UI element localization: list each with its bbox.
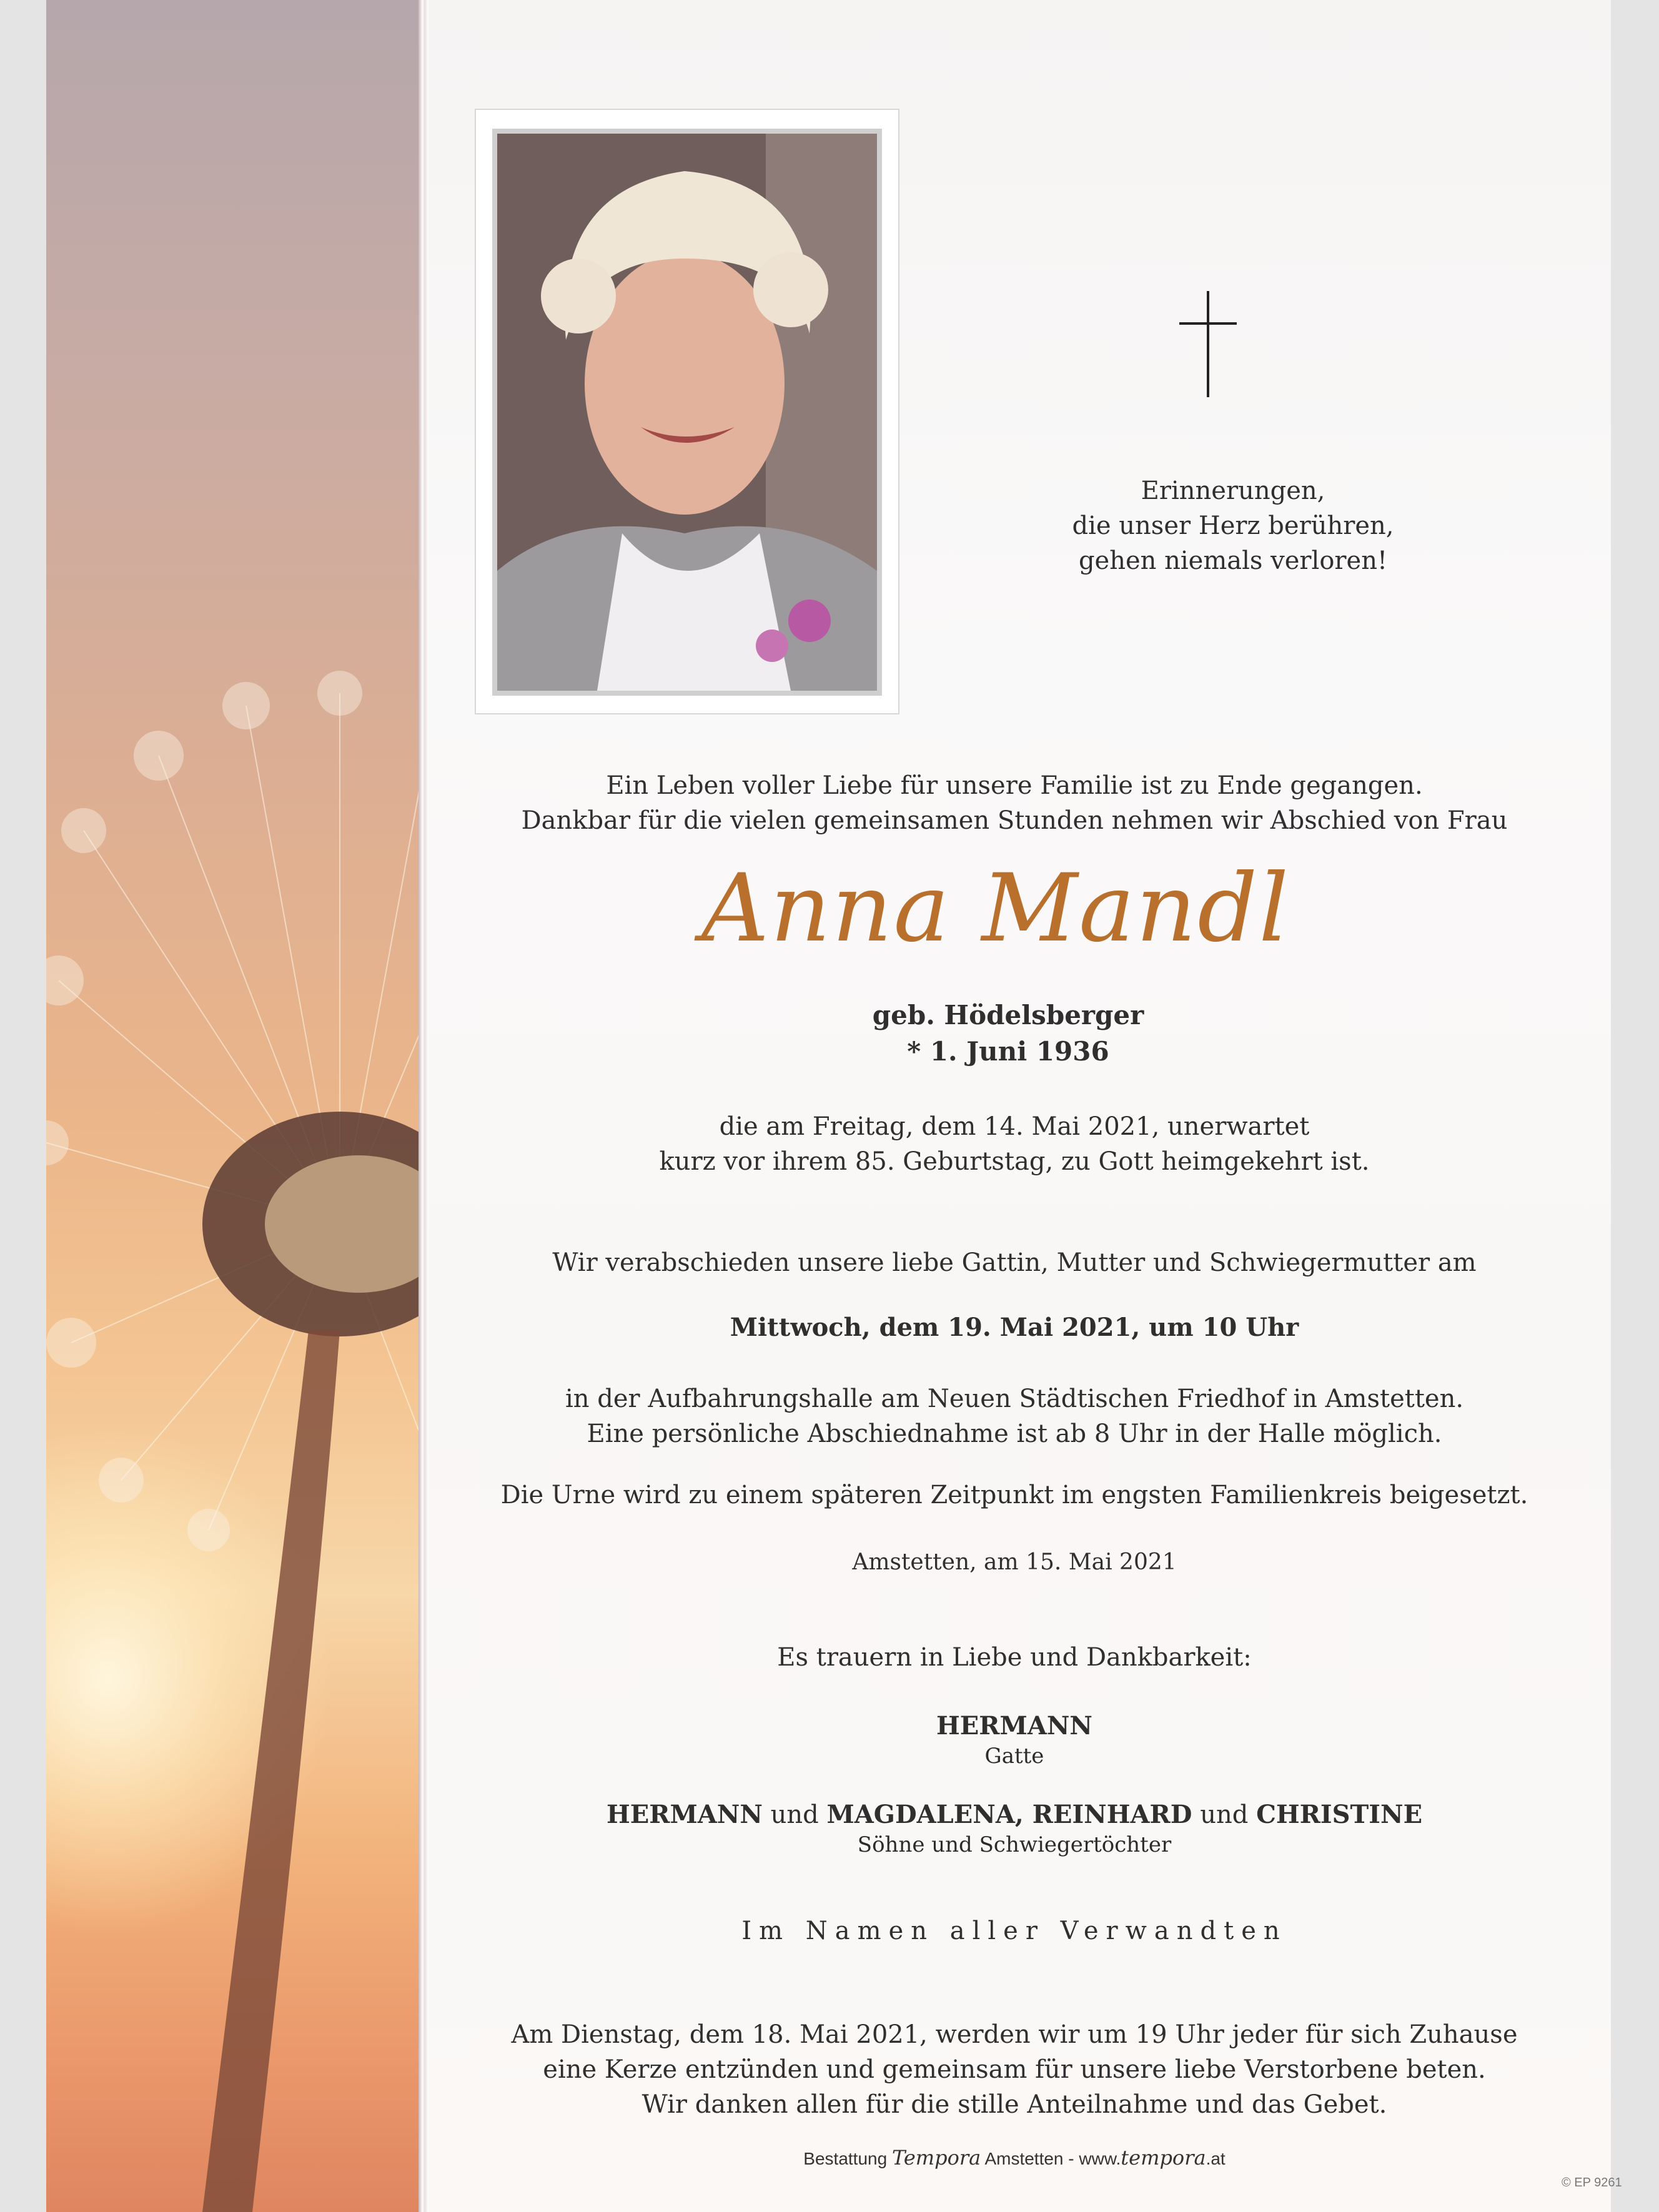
dandelion-photo-band: [46, 0, 421, 2212]
farewell-place: in der Aufbahrungshalle am Neuen Städtischen Friedhof in Amstetten. Eine persönliche Abschiednahme ist ab 8 Uhr in der Halle möglich.: [565, 1385, 1464, 1448]
portrait-illustration: [497, 134, 877, 691]
mourner-husband-role: Gatte: [984, 1744, 1044, 1769]
divider-strip: [418, 0, 428, 2212]
obituary-card: [46, 0, 1611, 2212]
portrait-frame: [475, 109, 899, 714]
candle-text: Am Dienstag, dem 18. Mai 2021, werden wir um 19 Uhr jeder für sich Zuhause eine Kerze entzünden und gemeinsam für unsere liebe Verstorbene beten. Wir danken allen für die stille Anteilnahme und das Gebet.: [511, 2020, 1518, 2119]
urn-text: Die Urne wird zu einem späteren Zeitpunkt im engsten Familienkreis beigesetzt.: [500, 1481, 1528, 1509]
portrait-photo: [497, 134, 877, 691]
footer-undertaker: Bestattung Tempora Amstetten - www.tempora.at: [803, 2146, 1226, 2170]
mourner-children-role: Söhne und Schwiegertöchter: [857, 1832, 1172, 1857]
maiden-name: geb. Hödelsberger: [872, 1000, 1144, 1030]
dandelion-illustration: [46, 593, 421, 2212]
mourners-intro: Es trauern in Liebe und Dankbarkeit:: [777, 1643, 1252, 1672]
cross-icon: [1177, 291, 1239, 397]
place-date: Amstetten, am 15. Mai 2021: [852, 1549, 1177, 1575]
deceased-name: Anna Mandl: [701, 854, 1290, 963]
motto: Erinnerungen, die unser Herz berühren, gehen niemals verloren!: [1072, 476, 1394, 575]
relatives-line: Im Namen aller Verwandten: [741, 1917, 1287, 1945]
birth-date: * 1. Juni 1936: [907, 1036, 1109, 1067]
mourner-children-names: HERMANN und MAGDALENA, REINHARD und CHRISTINE: [606, 1800, 1423, 1829]
product-code: © EP 9261: [1562, 2176, 1622, 2190]
farewell-date: Mittwoch, dem 19. Mai 2021, um 10 Uhr: [730, 1313, 1299, 1342]
mourner-husband-name: HERMANN: [936, 1711, 1092, 1740]
intro-text: Ein Leben voller Liebe für unsere Familie ist zu Ende gegangen. Dankbar für die vielen gemeinsamen Stunden nehmen wir Abschied von Frau: [521, 771, 1508, 835]
death-text: die am Freitag, dem 14. Mai 2021, unerwartet kurz vor ihrem 85. Geburtstag, zu Gott heimgekehrt ist.: [659, 1112, 1370, 1176]
farewell-intro: Wir verabschieden unsere liebe Gattin, Mutter und Schwiegermutter am: [552, 1248, 1477, 1277]
